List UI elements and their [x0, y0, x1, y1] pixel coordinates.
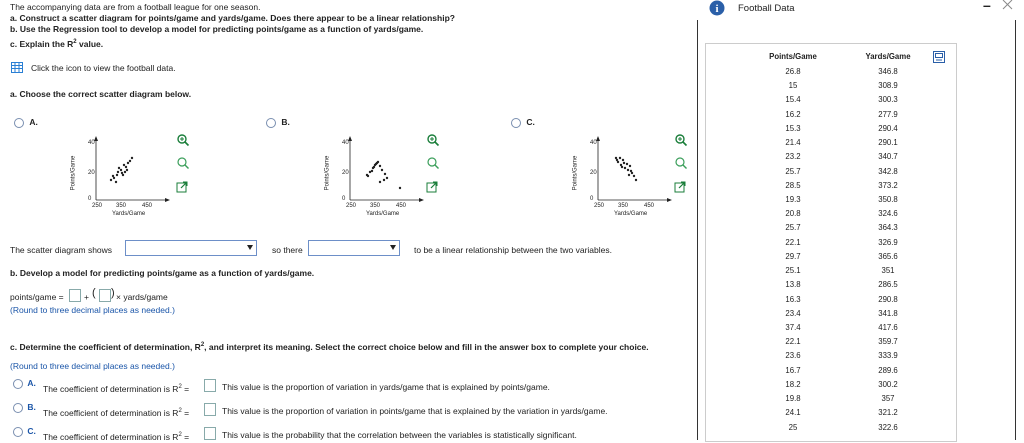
zoom-in-icon-a[interactable]: [176, 133, 190, 147]
option-b-letter: B.: [281, 117, 290, 127]
choice-c-eq: =: [184, 431, 190, 442]
zoom-out-icon-b[interactable]: [426, 156, 440, 170]
zoom-out-icon-c[interactable]: [674, 156, 688, 170]
popout-icon-b[interactable]: [426, 181, 438, 193]
table-cell: 365.6: [878, 251, 898, 261]
choice-a-post: This value is the proportion of variation in yards/game that is explained by points/game.: [222, 382, 550, 392]
option-a-radio[interactable]: [14, 118, 24, 128]
xtick-250: 250: [92, 203, 103, 209]
ytick-40: 40: [342, 140, 349, 146]
so-there-dropdown[interactable]: [308, 240, 400, 256]
choice-b-eq: =: [184, 407, 190, 418]
option-b[interactable]: [266, 117, 290, 128]
choice-c-text: [43, 430, 189, 442]
question-part-a: a. Construct a scatter diagram for points/game and yards/game. Does there appear to be a linear relationship?: [10, 13, 455, 23]
table-cell: 23.6: [785, 351, 801, 361]
table-cell: 15.3: [785, 123, 801, 133]
chevron-down-icon: [390, 245, 396, 250]
question-intro: The accompanying data are from a football league for one season.: [10, 2, 261, 12]
chart-a-labels: [66, 130, 186, 220]
popout-icon-a[interactable]: [176, 181, 188, 193]
chart-b-labels: [320, 130, 440, 220]
table-cell: 21.4: [785, 138, 801, 148]
choice-b-post: This value is the proportion of variation in points/game that is explained by the variation in yards/game.: [222, 406, 608, 416]
table-cell: 25.7: [785, 166, 801, 176]
table-cell: 26.8: [785, 67, 801, 76]
option-c[interactable]: [511, 117, 535, 128]
part-c-label: [10, 340, 649, 352]
ytick-40: 40: [590, 140, 597, 146]
table-cell: 28.5: [785, 180, 801, 190]
chart-c-labels: [568, 130, 688, 220]
scatter-sentence-mid: so there: [272, 245, 303, 255]
part-c-round-note: (Round to three decimal places as needed.): [10, 361, 175, 371]
xtick-450: 450: [644, 203, 655, 209]
table-cell: 326.9: [878, 237, 898, 247]
table-icon[interactable]: [11, 62, 23, 73]
choice-b-letter: B.: [27, 402, 36, 412]
table-cell: 286.5: [878, 280, 898, 290]
equation-left: points/game =: [10, 292, 64, 302]
choice-a-letter: A.: [27, 378, 36, 388]
table-cell: 19.3: [785, 194, 801, 204]
table-cell: 15: [788, 81, 798, 91]
part-c-label-sup: 2: [200, 342, 205, 348]
table-cell: 359.7: [878, 337, 898, 347]
zoom-out-icon-a[interactable]: [176, 156, 190, 170]
choice-b-input[interactable]: [204, 403, 216, 416]
equation-right: × yards/game: [116, 292, 168, 302]
table-cell: 417.6: [878, 322, 898, 332]
part-b-label: b. Develop a model for predicting points/game as a function of yards/game.: [10, 268, 315, 278]
table-cell: 290.4: [878, 123, 898, 133]
choice-b-text: [43, 406, 189, 418]
table-cell: 37.4: [785, 322, 801, 332]
scatter-sentence-pre: The scatter diagram shows: [10, 245, 113, 255]
xtick-450: 450: [142, 203, 153, 209]
ytick-20: 20: [342, 170, 349, 176]
choice-b-radio[interactable]: [13, 403, 23, 413]
data-table: [705, 43, 957, 442]
choice-b-sup: 2: [178, 408, 182, 414]
choice-a-sup: 2: [178, 384, 182, 390]
zoom-in-icon-c[interactable]: [674, 133, 688, 147]
table-cell: 300.3: [878, 95, 898, 105]
table-cell: 300.2: [878, 379, 898, 389]
xtick-250: 250: [346, 203, 357, 209]
ytick-0: 0: [342, 196, 346, 202]
part-a-prompt: a. Choose the correct scatter diagram below.: [10, 89, 192, 99]
popout-icon-c[interactable]: [674, 181, 686, 193]
table-cell: 364.3: [878, 223, 898, 233]
table-header: Points/Game: [769, 52, 817, 61]
part-c-label-end: , and interpret its meaning. Select the correct choice below and fill in the answer box to complete your choice.: [204, 341, 649, 352]
choice-c-letter: C.: [27, 426, 36, 436]
part-b-round-note: (Round to three decimal places as needed.): [10, 305, 175, 315]
svg-text:i: i: [715, 3, 719, 15]
zoom-in-icon-b[interactable]: [426, 133, 440, 147]
table-cell: 13.8: [785, 280, 801, 290]
table-cell: 25.7: [785, 223, 801, 233]
copy-table-icon[interactable]: [933, 51, 945, 63]
option-c-letter: C.: [526, 117, 535, 127]
option-a-letter: A.: [29, 117, 38, 127]
xtick-350: 350: [618, 203, 629, 209]
table-cell: 16.3: [785, 294, 801, 304]
slope-input[interactable]: [99, 289, 111, 302]
table-cell: 24.1: [785, 408, 801, 418]
table-cell: 16.7: [785, 365, 801, 375]
choice-c-radio[interactable]: [13, 427, 23, 437]
table-cell: 308.9: [878, 81, 898, 91]
choice-c-input[interactable]: [204, 427, 216, 440]
xtick-250: 250: [594, 203, 605, 209]
table-cell: 25: [788, 422, 798, 432]
paren-close: ): [111, 287, 115, 299]
ytick-0: 0: [88, 196, 92, 202]
choice-c-sup: 2: [178, 432, 182, 438]
table-header: Yards/Game: [865, 52, 911, 61]
table-cell: 16.2: [785, 109, 801, 119]
table-cell: 22.1: [785, 237, 801, 247]
info-icon: [709, 0, 725, 16]
ytick-0: 0: [590, 196, 594, 202]
table-cell: 322.6: [878, 422, 898, 432]
minimize-button[interactable]: –: [983, 0, 991, 13]
xtick-450: 450: [396, 203, 407, 209]
table-cell: 290.1: [878, 138, 898, 148]
table-cell: 321.2: [878, 408, 898, 418]
option-b-radio[interactable]: [266, 118, 276, 128]
part-c-text: c. Explain the R: [10, 38, 74, 49]
table-cell: 20.8: [785, 209, 801, 219]
table-cell: 15.4: [785, 95, 801, 105]
paren-open: (: [92, 287, 96, 299]
table-cell: 25.1: [785, 266, 801, 276]
chevron-down-icon: [247, 245, 253, 250]
ylabel: Points/Game: [324, 155, 331, 191]
table-cell: 333.9: [878, 351, 898, 361]
choice-a-input[interactable]: [204, 379, 216, 392]
table-cell: 22.1: [785, 337, 801, 347]
part-c-sup: 2: [73, 39, 77, 45]
table-cell: 373.2: [878, 180, 898, 190]
table-cell: 346.8: [878, 67, 898, 76]
xlabel: Yards/Game: [614, 211, 648, 217]
ytick-20: 20: [88, 170, 95, 176]
xlabel: Yards/Game: [366, 211, 400, 217]
choice-c-post: This value is the probability that the correlation between the variables is statistically significant.: [222, 430, 577, 440]
choice-b[interactable]: [13, 402, 36, 413]
data-link[interactable]: Click the icon to view the football data.: [31, 63, 176, 73]
choice-a-radio[interactable]: [13, 379, 23, 389]
table-cell: 19.8: [785, 394, 801, 404]
xlabel: Yards/Game: [112, 211, 146, 217]
question-part-b: b. Use the Regression tool to develop a model for predicting points/game as a function of yards/game.: [10, 24, 424, 34]
panel-title: Football Data: [738, 3, 795, 14]
choice-a[interactable]: [13, 378, 36, 389]
close-icon[interactable]: [1000, 0, 1014, 10]
ytick-20: 20: [590, 170, 597, 176]
table-cell: 357: [881, 394, 895, 404]
ytick-40: 40: [88, 140, 95, 146]
scatter-shows-dropdown[interactable]: [125, 240, 257, 256]
choice-a-pre: The coefficient of determination is R: [43, 383, 179, 394]
ylabel: Points/Game: [572, 155, 579, 191]
table-cell: 342.8: [878, 166, 898, 176]
table-cell: 350.8: [878, 194, 898, 204]
table-cell: 18.2: [785, 379, 801, 389]
choice-b-pre: The coefficient of determination is R: [43, 407, 179, 418]
ylabel: Points/Game: [70, 155, 77, 191]
table-cell: 340.7: [878, 152, 898, 162]
table-cell: 290.8: [878, 294, 898, 304]
question-part-c: [10, 37, 103, 49]
table-cell: 29.7: [785, 251, 801, 261]
scatter-sentence-post: to be a linear relationship between the two variables.: [414, 245, 612, 255]
choice-c-pre: The coefficient of determination is R: [43, 431, 179, 442]
equation-plus: +: [84, 292, 89, 302]
choice-a-eq: =: [184, 383, 190, 394]
choice-a-text: [43, 382, 189, 394]
choice-c[interactable]: [13, 426, 36, 437]
table-cell: 289.6: [878, 365, 898, 375]
part-c-label-text: c. Determine the coefficient of determination, R: [10, 341, 201, 352]
intercept-input[interactable]: [69, 289, 81, 302]
table-cell: 324.6: [878, 209, 898, 219]
table-cell: 277.9: [878, 109, 898, 119]
xtick-350: 350: [370, 203, 381, 209]
xtick-350: 350: [116, 203, 127, 209]
part-c-text-end: value.: [76, 38, 104, 49]
table-cell: 341.8: [878, 308, 898, 318]
table-cell: 23.2: [785, 152, 801, 162]
table-cell: 351: [881, 266, 895, 276]
table-cell: 23.4: [785, 308, 801, 318]
option-c-radio[interactable]: [511, 118, 521, 128]
option-a[interactable]: [14, 117, 38, 128]
